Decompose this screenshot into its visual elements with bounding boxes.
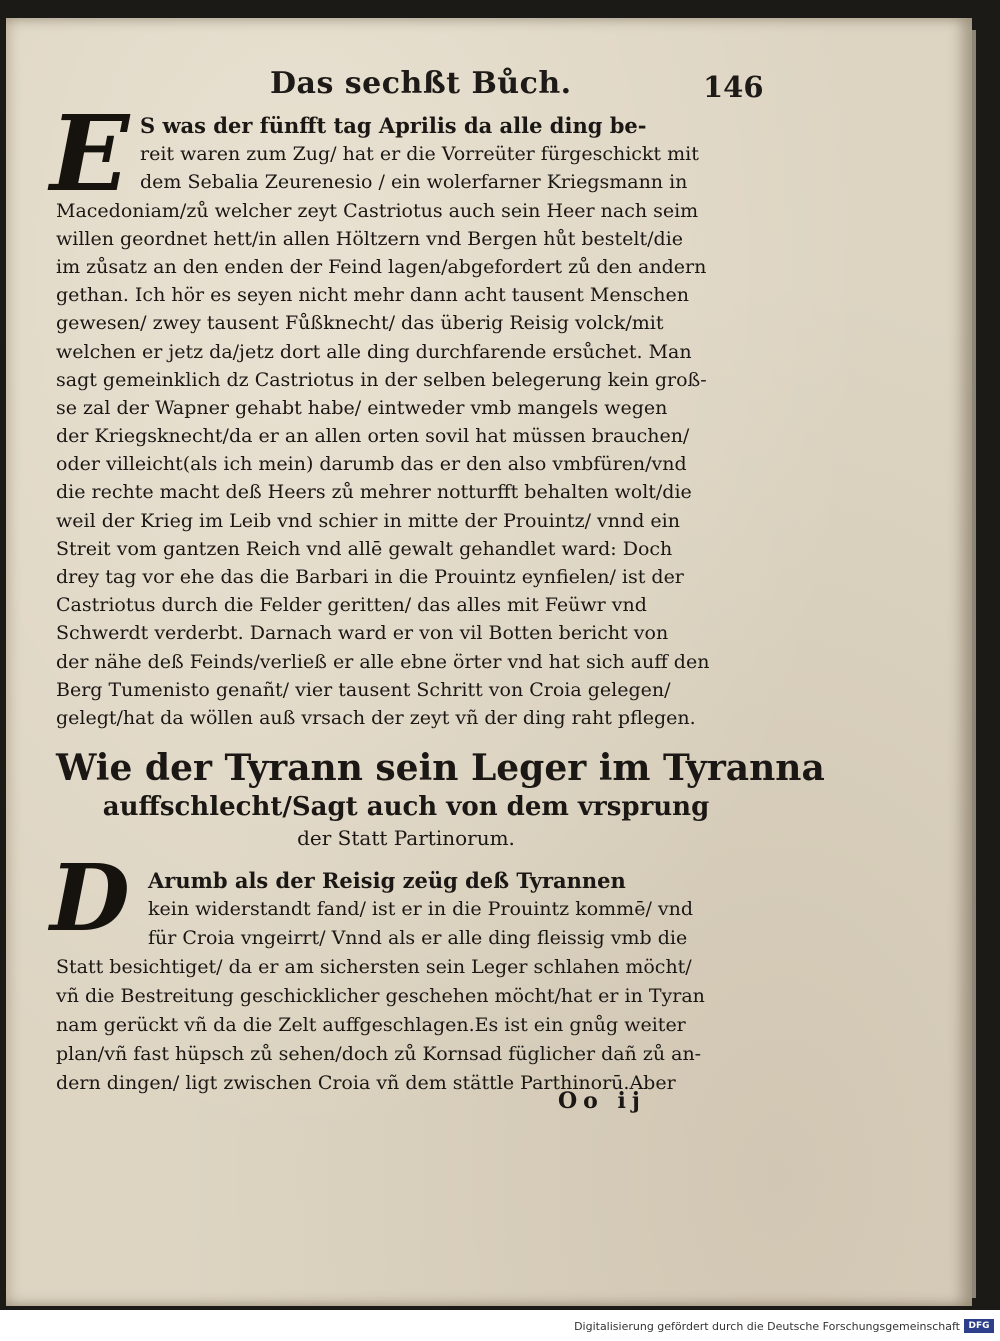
text-line: der Kriegsknecht/da er an allen orten sovil hat müssen brauchen/ bbox=[56, 425, 690, 448]
footer-bar bbox=[0, 1312, 1000, 1341]
dfg-logo: DFG bbox=[964, 1319, 994, 1333]
text-line: vñ die Bestreitung geschicklicher geschehen möcht/hat er in Tyran bbox=[56, 985, 705, 1007]
running-title: Das sechßt Bůch. bbox=[270, 66, 572, 101]
funding-credit: Digitalisierung gefördert durch die Deutsche Forschungsgemeinschaft bbox=[574, 1320, 960, 1333]
text-line: Castriotus durch die Felder geritten/ das alles mit Feüwr vnd bbox=[56, 594, 647, 617]
heading-line-2: auffschlecht/Sagt auch von dem vrsprung bbox=[102, 792, 710, 822]
page-edge bbox=[972, 30, 976, 1298]
text-line: gelegt/hat da wöllen auß vrsach der zeyt vñ der ding raht pflegen. bbox=[56, 706, 696, 729]
text-line: sagt gemeinklich dz Castriotus in der selben belegerung kein groß- bbox=[56, 368, 707, 391]
text-line: Schwerdt verderbt. Darnach ward er von vil Botten bericht von bbox=[56, 622, 669, 645]
running-head bbox=[0, 0, 1000, 104]
text-line: Streit vom gantzen Reich vnd allē gewalt gehandlet ward: Doch bbox=[56, 537, 673, 560]
text-line: gethan. Ich hör es seyen nicht mehr dann acht tausent Menschen bbox=[56, 284, 689, 307]
text-line: der nähe deß Feinds/verließ er alle ebne örter vnd hat sich auff den bbox=[56, 650, 710, 673]
paragraph-main bbox=[56, 112, 766, 732]
text-line: drey tag vor ehe das die Barbari in die Prouintz eynfielen/ ist der bbox=[56, 566, 684, 588]
paragraph-second bbox=[56, 866, 768, 1098]
text-line: Arumb als der Reisig zeüg deß Tyrannen bbox=[148, 868, 626, 893]
heading-line-3: der Statt Partinorum. bbox=[297, 826, 515, 850]
dropcap-initial: D bbox=[50, 844, 130, 952]
text-line: gewesen/ zwey tausent Fůßknecht/ das überig Reisig volck/mit bbox=[56, 312, 664, 335]
text-line: dern dingen/ ligt zwischen Croia vñ dem stättle Parthinorū.Aber bbox=[56, 1072, 676, 1094]
text-line: oder villeicht(als ich mein) darumb das er den also vmbfüren/vnd bbox=[56, 453, 687, 476]
text-line: Statt besichtiget/ da er am sichersten sein Leger schlahen möcht/ bbox=[56, 956, 692, 978]
text-line: se zal der Wapner gehabt habe/ eintweder vmb mangels wegen bbox=[56, 396, 668, 419]
text-line: reit waren zum Zug/ hat er die Vorreüter fürgeschickt mit bbox=[140, 143, 699, 166]
text-line: weil der Krieg im Leib vnd schier in mitte der Prouintz/ vnnd ein bbox=[56, 509, 680, 532]
text-line: plan/vñ fast hüpsch zů sehen/doch zů Kornsad füglicher dañ zů an- bbox=[56, 1043, 702, 1065]
text-line: willen geordnet hett/in allen Höltzern vnd Bergen hůt bestelt/die bbox=[56, 227, 684, 250]
chapter-heading bbox=[56, 746, 825, 852]
text-line: S was der fünfft tag Aprilis da alle ding be- bbox=[140, 113, 647, 138]
text-line: Macedoniam/zů welcher zeyt Castriotus auch sein Heer nach seim bbox=[56, 199, 699, 222]
text-line: die rechte macht deß Heers zů mehrer notturfft behalten wolt/die bbox=[56, 481, 692, 504]
text-line: kein widerstandt fand/ ist er in die Prouintz kommē/ vnd bbox=[148, 898, 694, 920]
text-line: welchen er jetz da/jetz dort alle ding durchfarende ersůchet. Man bbox=[56, 340, 692, 363]
text-line: für Croia vngeirrt/ Vnnd als er alle ding fleissig vmb die bbox=[148, 927, 688, 949]
dropcap-initial: E bbox=[50, 92, 130, 215]
text-line: dem Sebalia Zeurenesio / ein wolerfarner Kriegsmann in bbox=[140, 171, 688, 194]
text-line: Berg Tumenisto genañt/ vier tausent Schritt von Croia gelegen/ bbox=[56, 678, 671, 701]
signature-mark: Oo ij bbox=[558, 1088, 646, 1114]
page-number: 146 bbox=[703, 70, 764, 104]
text-line: im zůsatz an den enden der Feind lagen/abgefordert zů den andern bbox=[56, 255, 707, 278]
heading-line-1: Wie der Tyrann sein Leger im Tyranna bbox=[56, 747, 825, 789]
text-line: nam gerückt vñ da die Zelt auffgeschlagen.Es ist ein gnůg weiter bbox=[56, 1014, 686, 1036]
